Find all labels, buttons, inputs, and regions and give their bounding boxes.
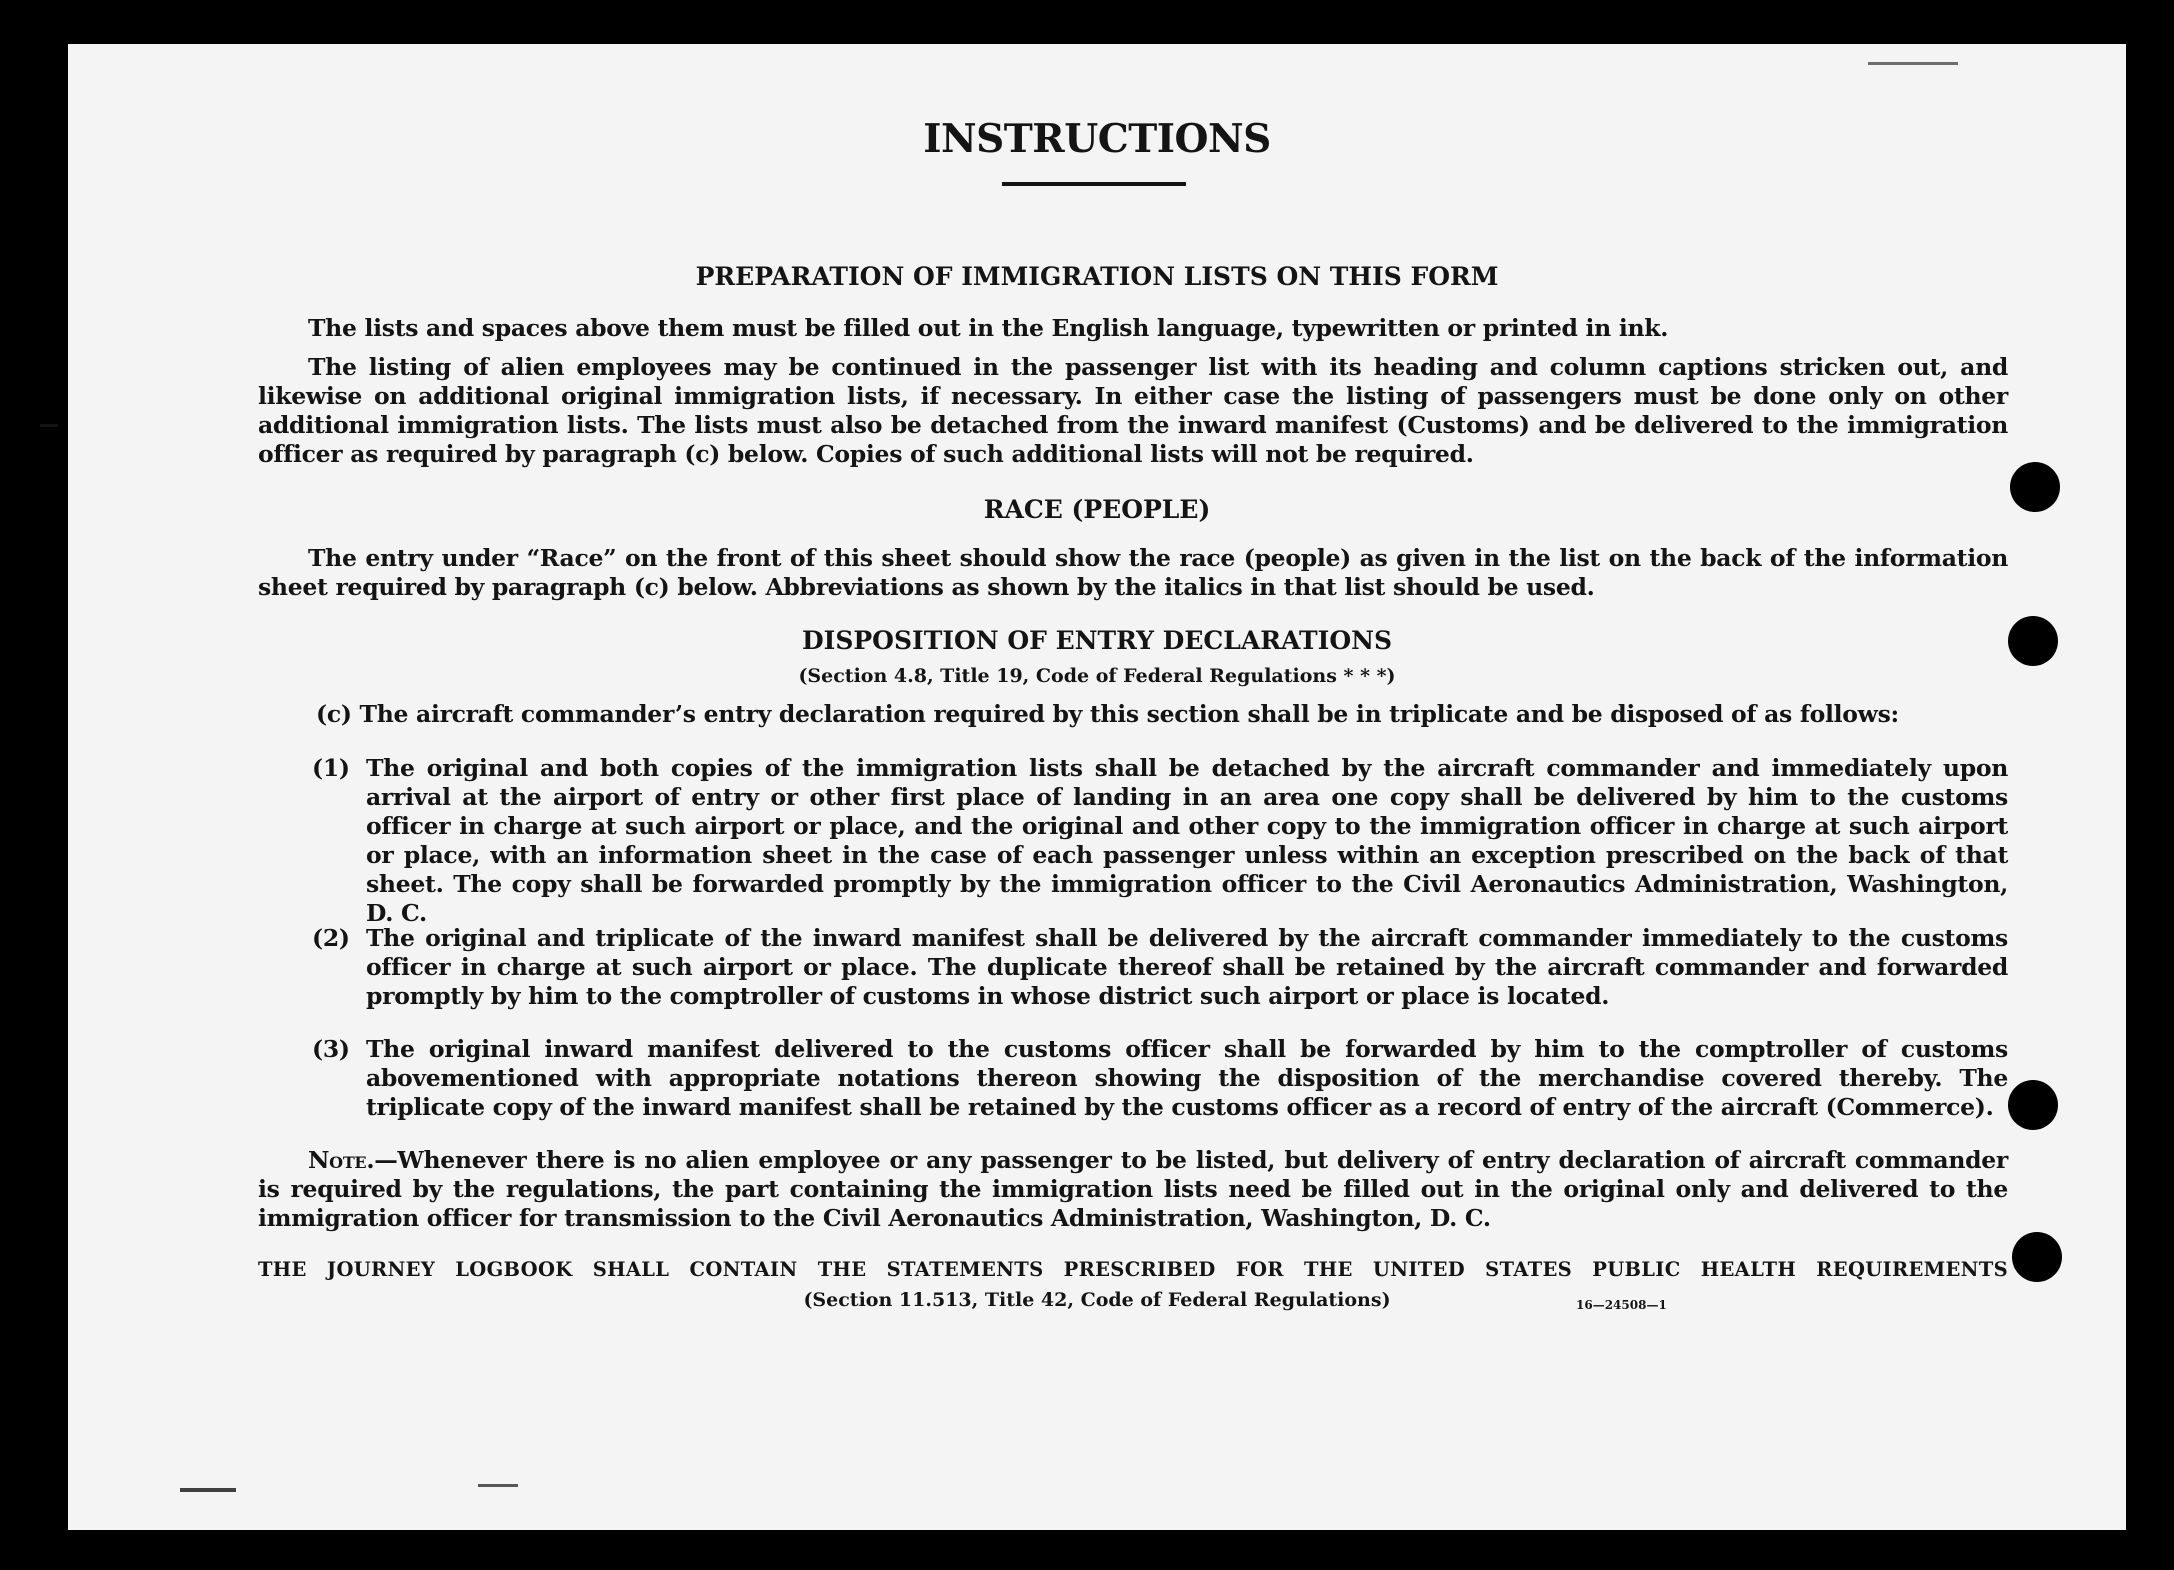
binder-hole: [2008, 616, 2058, 666]
item-number: (3): [312, 1035, 350, 1063]
disposition-item-1: [312, 754, 2008, 928]
scan-mark: [1868, 62, 1958, 65]
binder-hole: [2010, 462, 2060, 512]
disposition-citation: (Section 4.8, Title 19, Code of Federal Regulations * * *): [798, 665, 1396, 687]
preparation-heading: PREPARATION OF IMMIGRATION LISTS ON THIS FORM: [695, 262, 1499, 291]
item-number: (2): [312, 924, 350, 952]
scan-mark: [478, 1484, 518, 1487]
form-number: 16—24508—1: [1576, 1298, 1667, 1312]
document-page: [68, 44, 2126, 1530]
disposition-clause-c: (c) The aircraft commander’s entry declaration required by this section shall be in triplicate and be disposed of as follows:: [316, 700, 1899, 728]
disposition-item-3: [312, 1035, 2008, 1122]
item-text: The original and both copies of the immigration lists shall be detached by the aircraft commander and immediately upon arrival at the airport of entry or other first place of landing in an area one copy shall be delivered by him to the customs officer in charge at such airport or place, and the original and other copy to the immigration officer in charge at such airport or place, with an information sheet in the case of each passenger unless within an exception prescribed on the back of that sheet. The copy shall be forwarded promptly by the immigration officer to the Civil Aeronautics Administration, Washington, D. C.: [366, 754, 2008, 927]
note-paragraph: [258, 1146, 2008, 1233]
item-number: (1): [312, 754, 350, 782]
race-heading: RACE (PEOPLE): [983, 495, 1211, 524]
disposition-heading: DISPOSITION OF ENTRY DECLARATIONS: [801, 626, 1393, 655]
preparation-paragraph-2: The listing of alien employees may be continued in the passenger list with its heading and column captions stricken out, and likewise on additional original immigration lists, if necessary. In either case the listing of passengers must be done only on other additional immigration lists. The lists must also be detached from the inward manifest (Customs) and be delivered to the immigration officer as required by paragraph (c) below. Copies of such additional lists will not be required.: [258, 353, 2008, 468]
scan-mark: [180, 1488, 236, 1492]
race-paragraph: The entry under “Race” on the front of this sheet should show the race (people) as given in the list on the back of the information sheet required by paragraph (c) below. Abbreviations as shown by the italics in that list should be used.: [258, 544, 2008, 601]
preparation-paragraph-1: The lists and spaces above them must be filled out in the English language, typewritten or printed in ink.: [308, 314, 1669, 342]
page-title: INSTRUCTIONS: [923, 116, 1271, 162]
note-label: Note.—: [308, 1146, 398, 1174]
disposition-item-2: [312, 924, 2008, 1011]
binder-hole: [2012, 1232, 2062, 1282]
health-statement: THE JOURNEY LOGBOOK SHALL CONTAIN THE STATEMENTS PRESCRIBED FOR THE UNITED STATES PUBLIC HEALTH REQUIREMENTS: [258, 1258, 2008, 1281]
binder-hole: [2008, 1080, 2058, 1130]
note-text: Whenever there is no alien employee or any passenger to be listed, but delivery of entry declaration of aircraft commander is required by the regulations, the part containing the immigration lists need be filled out in the original only and delivered to the immigration officer for transmission to the Civil Aeronautics Administration, Washington, D. C.: [258, 1146, 2008, 1232]
title-underline: [1002, 182, 1186, 186]
scan-mark: [40, 424, 58, 427]
health-citation: (Section 11.513, Title 42, Code of Federal Regulations): [803, 1289, 1391, 1311]
item-text: The original inward manifest delivered to the customs officer shall be forwarded by him to the comptroller of customs abovementioned with appropriate notations thereon showing the disposition of the merchandise covered thereby. The triplicate copy of the inward manifest shall be retained by the customs officer as a record of entry of the aircraft (Commerce).: [366, 1035, 2008, 1121]
item-text: The original and triplicate of the inward manifest shall be delivered by the aircraft commander immediately to the customs officer in charge at such airport or place. The duplicate thereof shall be retained by the aircraft commander and forwarded promptly by him to the comptroller of customs in whose district such airport or place is located.: [366, 924, 2008, 1010]
